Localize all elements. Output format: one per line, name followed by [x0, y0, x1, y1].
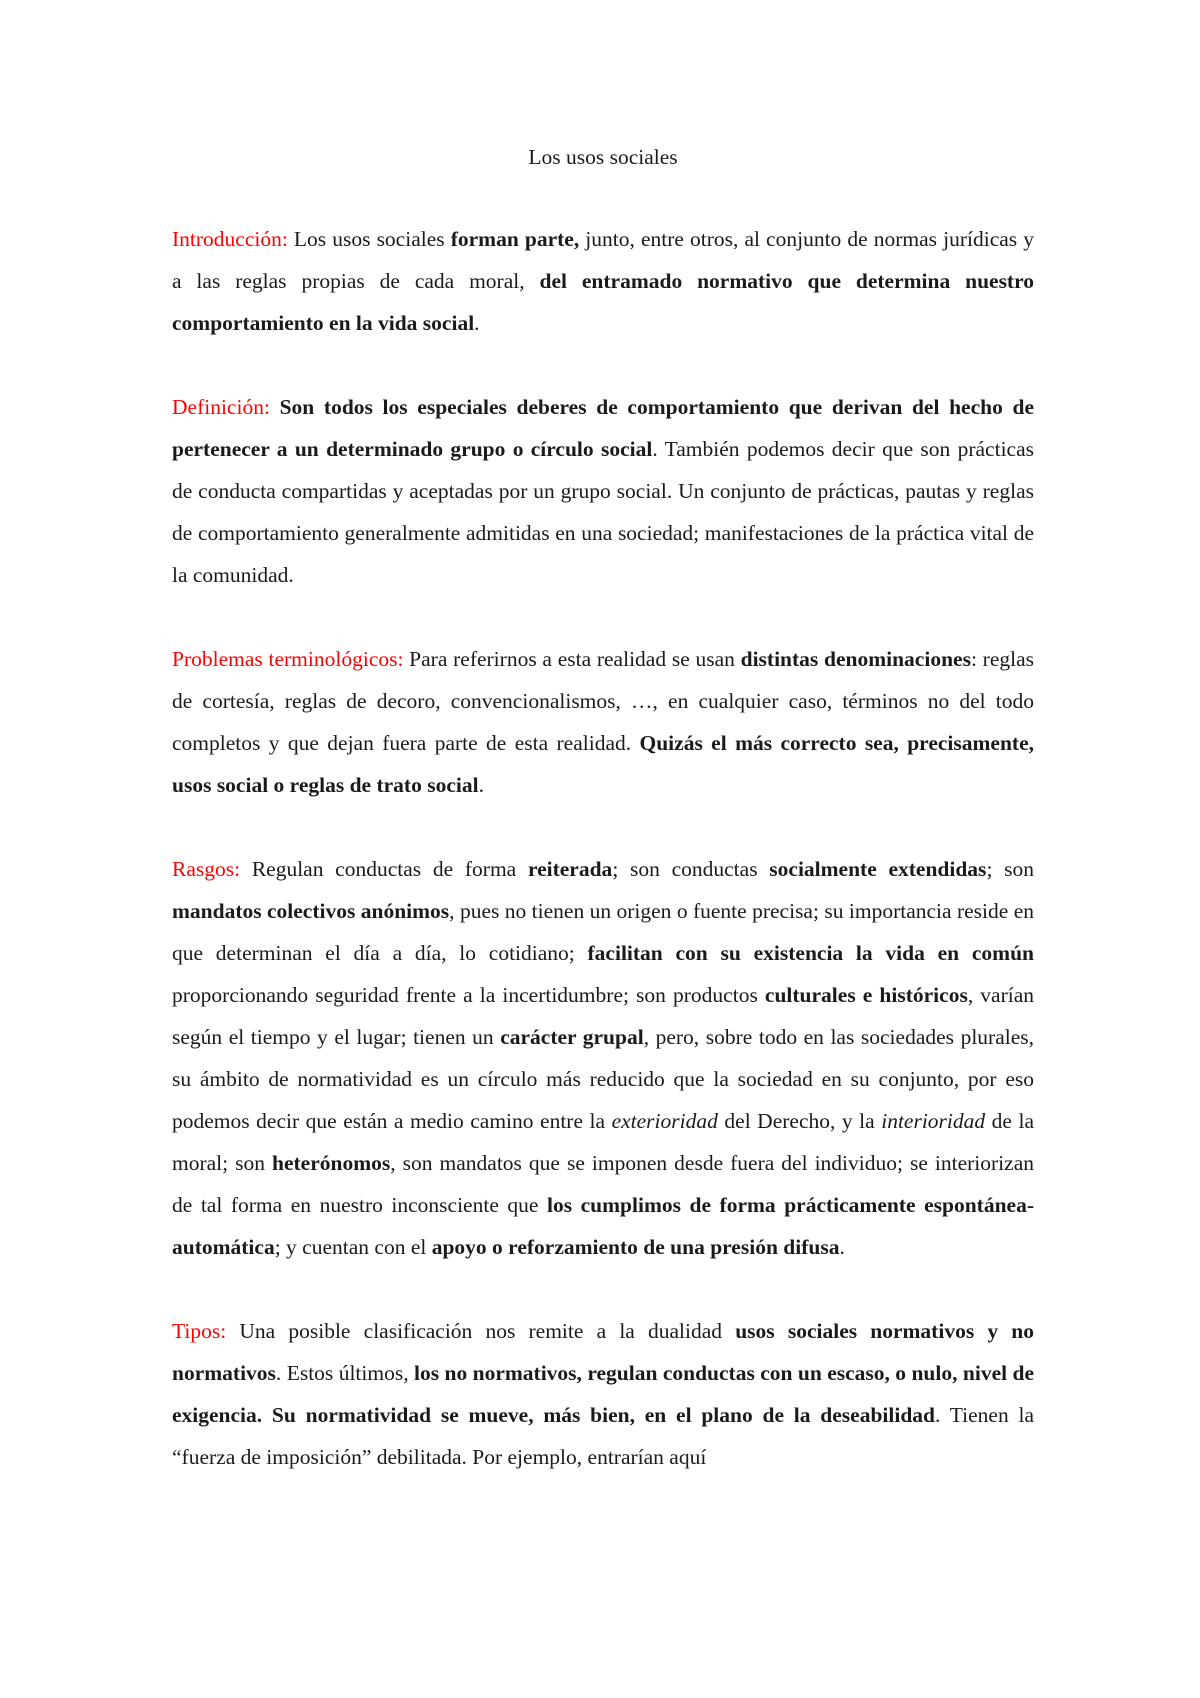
body-text: . Estos últimos, [275, 1361, 415, 1385]
body-text: junto, entre otros, al conjunto de normas jurídicas y a las reglas propias de cada moral, [172, 227, 1034, 293]
body-text [270, 395, 280, 419]
bold-text: los cumplimos de forma prácticamente espontánea-automática [172, 1193, 1034, 1259]
body-text: ; y cuentan con el [274, 1235, 432, 1259]
section-label: Tipos: [172, 1319, 227, 1343]
section-tipos [172, 1310, 1034, 1478]
section-label: Problemas terminológicos: [172, 647, 404, 671]
bold-text: facilitan con su existencia la vida en común [587, 941, 1034, 965]
bold-text: del entramado normativo que determina nuestro comportamiento en la vida social [172, 269, 1034, 335]
section-label: Introducción: [172, 227, 288, 251]
body-text: de la moral; son [172, 1109, 1034, 1175]
section-definicion [172, 386, 1034, 596]
bold-text: carácter grupal [500, 1025, 644, 1049]
body-text: proporcionando seguridad frente a la incertidumbre; son productos [172, 983, 765, 1007]
section-label: Definición: [172, 395, 270, 419]
body-text: del Derecho, y la [717, 1109, 882, 1133]
body-text: . También podemos decir que son prácticas de conducta compartidas y aceptadas por un grupo social. Un conjunto de prácticas, pautas y reglas de comportamiento generalmente admitidas en una sociedad; manifestaciones de la práctica vital de la comunidad. [172, 437, 1034, 587]
bold-text: usos sociales normativos y no normativos [172, 1319, 1034, 1385]
body-text: Los usos sociales [287, 227, 451, 251]
body-text: . [478, 773, 484, 797]
bold-text: Quizás el más correcto sea, precisamente, usos social o reglas de trato social [172, 731, 1034, 797]
body-text: Regulan conductas de forma [240, 857, 528, 881]
italic-text: exterioridad [611, 1109, 718, 1133]
body-text: Una posible clasificación nos remite a la dualidad [226, 1319, 736, 1343]
section-label: Rasgos: [172, 857, 241, 881]
section-introduccion [172, 218, 1034, 344]
body-text: : reglas de cortesía, reglas de decoro, convencionalismos, …, en cualquier caso, términos no del todo completos y que dejan fuera parte de esta realidad. [172, 647, 1034, 755]
bold-text: Son todos los especiales deberes de comportamiento que derivan del hecho de pertenecer a un determinado grupo o círculo social [172, 395, 1035, 461]
bold-text: reiterada [527, 857, 613, 881]
body-text: , varían según el tiempo y el lugar; tienen un [172, 983, 1035, 1049]
bold-text: socialmente extendidas [769, 857, 987, 881]
body-text: . [474, 311, 480, 335]
section-rasgos [172, 848, 1034, 1268]
body-text: , pues no tienen un origen o fuente precisa; su importancia reside en que determinan el día a día, lo cotidiano; [172, 899, 1034, 965]
bold-text: heterónomos [272, 1151, 391, 1175]
body-text: . [839, 1235, 845, 1259]
body-text: Para referirnos a esta realidad se usan [403, 647, 741, 671]
bold-text: forman parte, [450, 227, 580, 251]
body-text: , pero, sobre todo en las sociedades plurales, su ámbito de normatividad es un círculo más reducido que la sociedad en su conjunto, por eso podemos decir que están a medio camino entre la [172, 1025, 1034, 1133]
body-text: , son mandatos que se imponen desde fuera del individuo; se interiorizan de tal forma en nuestro inconsciente que [172, 1151, 1034, 1217]
document-title: Los usos sociales [528, 145, 678, 169]
bold-text: apoyo o reforzamiento de una presión difusa [431, 1235, 840, 1259]
bold-text: los no normativos, regulan conductas con un escaso, o nulo, nivel de exigencia. Su normatividad se mueve, más bien, en el plano de la deseabilidad [172, 1361, 1034, 1427]
section-problemas-terminologicos [172, 638, 1034, 806]
bold-text: mandatos colectivos anónimos [172, 899, 450, 923]
body-text: ; son [986, 857, 1034, 881]
bold-text: distintas denominaciones [740, 647, 971, 671]
body-text: ; son conductas [612, 857, 770, 881]
italic-text: interioridad [881, 1109, 986, 1133]
body-text: . Tienen la “fuerza de imposición” debilitada. Por ejemplo, entrarían aquí [172, 1403, 1034, 1469]
bold-text: culturales e históricos [764, 983, 968, 1007]
